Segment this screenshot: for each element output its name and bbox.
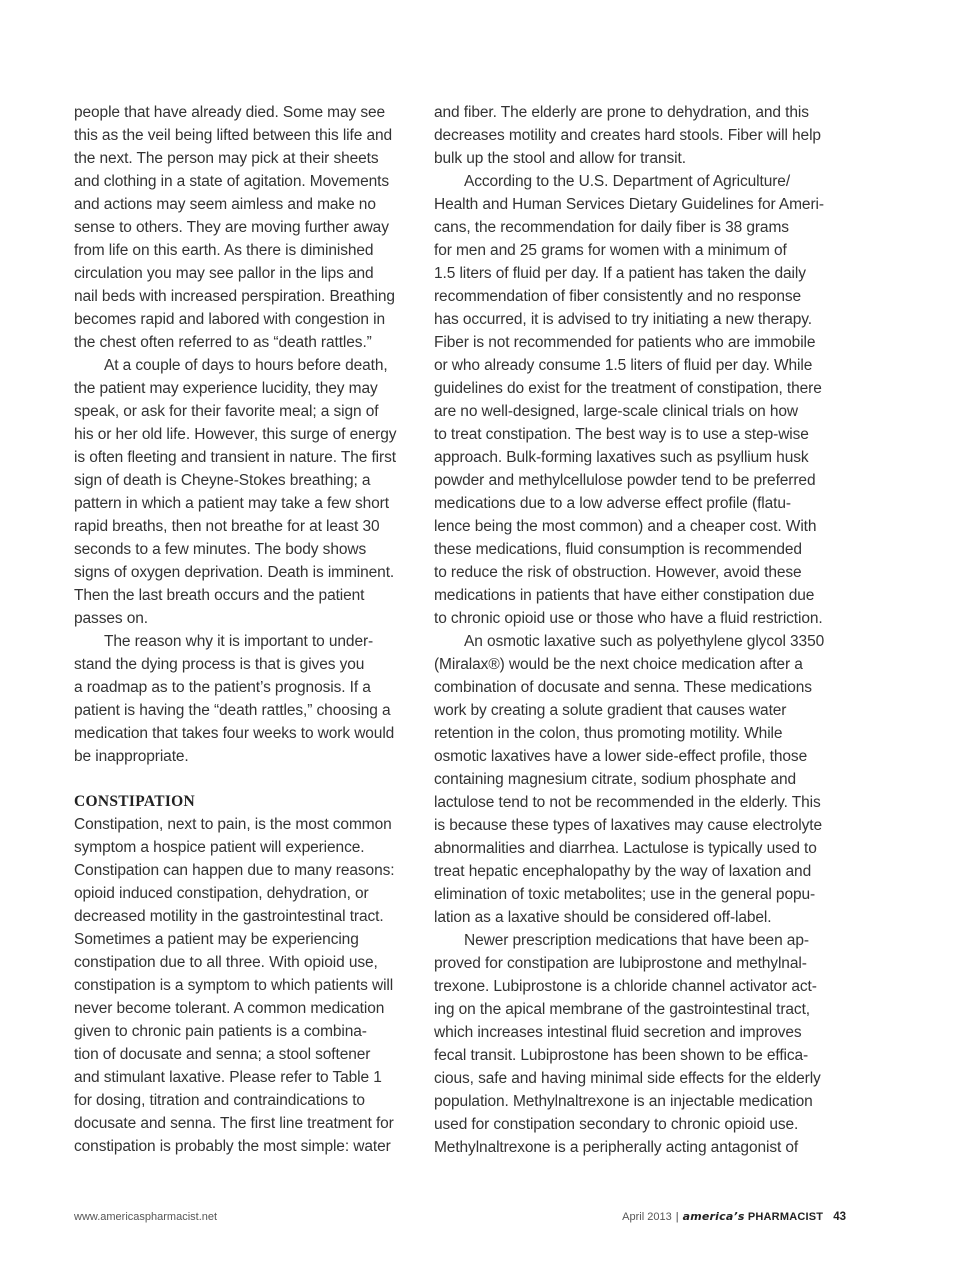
text-line: tion of docusate and senna; a stool softener [74, 1046, 371, 1063]
text-line: Constipation, next to pain, is the most common [74, 816, 392, 833]
text-line: to chronic opioid use or those who have a fluid restriction. [434, 610, 823, 627]
text-line: stand the dying process is that is gives you [74, 656, 365, 673]
text-line: and fiber. The elderly are prone to dehydration, and this [434, 104, 809, 121]
text-line: elimination of toxic metabolites; use in the general popu- [434, 886, 816, 903]
text-line: circulation you may see pallor in the lips and [74, 265, 374, 282]
text-line: Constipation can happen due to many reasons: [74, 862, 395, 879]
text-line: combination of docusate and senna. These medications [434, 679, 812, 696]
text-line: constipation due to all three. With opioid use, [74, 954, 378, 971]
text-line: proved for constipation are lubiprostone and methylnal- [434, 955, 807, 972]
text-line: 1.5 liters of fluid per day. If a patient has taken the daily [434, 265, 806, 282]
text-line: decreased motility in the gastrointestinal tract. [74, 908, 384, 925]
text-line: to treat constipation. The best way is to use a step-wise [434, 426, 809, 443]
text-line: his or her old life. However, this surge of energy [74, 426, 397, 443]
text-line: population. Methylnaltrexone is an injectable medication [434, 1093, 813, 1110]
text-line: abnormalities and diarrhea. Lactulose is typically used to [434, 840, 817, 857]
page-number: 43 [833, 1211, 846, 1223]
right-column [434, 101, 846, 1159]
text-line: An osmotic laxative such as polyethylene glycol 3350 [464, 633, 825, 650]
text-line: people that have already died. Some may see [74, 104, 386, 121]
text-line: treat hepatic encephalopathy by the way of laxation and [434, 863, 812, 880]
footer-website[interactable]: www.americaspharmacist.net [74, 1211, 218, 1223]
footer-separator: | [675, 1211, 679, 1223]
text-line: According to the U.S. Department of Agriculture/ [464, 173, 791, 190]
text-line: fecal transit. Lubiprostone has been shown to be effica- [434, 1047, 809, 1064]
text-line: Then the last breath occurs and the patient [74, 587, 365, 604]
left-column [74, 101, 416, 1158]
text-line: the chest often referred to as “death rattles.” [74, 334, 372, 351]
paragraph-gap [74, 768, 416, 790]
text-line: sign of death is Cheyne-Stokes breathing; a [74, 472, 371, 489]
text-line: symptom a hospice patient will experience. [74, 839, 365, 856]
text-line: recommendation of fiber consistently and no response [434, 288, 802, 305]
text-line: medications due to a low adverse effect profile (flatu- [434, 495, 791, 512]
text-line: which increases intestinal fluid secretion and improves [434, 1024, 802, 1041]
text-line: medication that takes four weeks to work would [74, 725, 395, 742]
text-line: lactulose tend to not be recommended in the elderly. This [434, 794, 821, 811]
text-line: bulk up the stool and allow for transit. [434, 150, 686, 167]
text-line: are no well-designed, large-scale clinical trials on how [434, 403, 799, 420]
text-line: pattern in which a patient may take a few short [74, 495, 389, 512]
text-line: passes on. [74, 610, 148, 627]
text-line: guidelines do exist for the treatment of constipation, there [434, 380, 822, 397]
text-line: be inappropriate. [74, 748, 189, 765]
text-line: signs of oxygen deprivation. Death is imminent. [74, 564, 395, 581]
text-line: and actions may seem aimless and make no [74, 196, 376, 213]
text-line: Fiber is not recommended for patients who are immobile [434, 334, 816, 351]
text-line: speak, or ask for their favorite meal; a sign of [74, 403, 379, 420]
text-line: Methylnaltrexone is a peripherally acting antagonist of [434, 1139, 799, 1156]
text-line: never become tolerant. A common medication [74, 1000, 385, 1017]
text-line: these medications, fluid consumption is recommended [434, 541, 802, 558]
text-line: from life on this earth. As there is diminished [74, 242, 374, 259]
text-line: becomes rapid and labored with congestion in [74, 311, 385, 328]
text-line: and clothing in a state of agitation. Movements [74, 173, 389, 190]
text-line: (Miralax®) would be the next choice medication after a [434, 656, 803, 673]
text-line: powder and methylcellulose powder tend to be preferred [434, 472, 816, 489]
text-line: Sometimes a patient may be experiencing [74, 931, 359, 948]
text-line: used for constipation secondary to chronic opioid use. [434, 1116, 799, 1133]
text-line: constipation is a symptom to which patients will [74, 977, 394, 994]
text-line: is because these types of laxatives may cause electrolyte [434, 817, 823, 834]
text-line: cans, the recommendation for daily fiber is 38 grams [434, 219, 789, 236]
text-line: opioid induced constipation, dehydration, or [74, 885, 369, 902]
text-line: or who already consume 1.5 liters of fluid per day. While [434, 357, 813, 374]
text-line: to reduce the risk of obstruction. However, avoid these [434, 564, 802, 581]
text-line: retention in the colon, thus promoting motility. While [434, 725, 783, 742]
text-line: patient is having the “death rattles,” choosing a [74, 702, 391, 719]
text-line: the patient may experience lucidity, they may [74, 380, 378, 397]
text-line: constipation is probably the most simple: water [74, 1138, 391, 1155]
footer-publication-info [622, 1210, 846, 1224]
text-line: work by creating a solute gradient that causes water [434, 702, 787, 719]
text-line: rapid breaths, then not breathe for at least 30 [74, 518, 380, 535]
text-line: seconds to a few minutes. The body shows [74, 541, 367, 558]
text-line: ing on the apical membrane of the gastrointestinal tract, [434, 1001, 810, 1018]
text-line: The reason why it is important to under- [104, 633, 374, 650]
brand-name-lower: america’s [682, 1210, 745, 1223]
text-line: lation as a laxative should be considered off-label. [434, 909, 772, 926]
text-line: sense to others. They are moving further away [74, 219, 389, 236]
text-line: lence being the most common) and a cheaper cost. With [434, 518, 817, 535]
brand-name-upper: PHARMACIST [747, 1211, 824, 1223]
text-line: Newer prescription medications that have been ap- [464, 932, 809, 949]
text-line: osmotic laxatives have a lower side-effect profile, those [434, 748, 808, 765]
magazine-brand [683, 1210, 824, 1224]
text-line: has occurred, it is advised to try initiating a new therapy. [434, 311, 812, 328]
text-line: At a couple of days to hours before death, [104, 357, 388, 374]
text-line: medications in patients that have either constipation due [434, 587, 815, 604]
text-line: docusate and senna. The first line treatment for [74, 1115, 394, 1132]
text-line: Health and Human Services Dietary Guidelines for Ameri- [434, 196, 824, 213]
text-line: decreases motility and creates hard stools. Fiber will help [434, 127, 821, 144]
text-line: for men and 25 grams for women with a minimum of [434, 242, 787, 259]
text-line: this as the veil being lifted between this life and [74, 127, 393, 144]
footer-date: April 2013 [622, 1211, 672, 1223]
text-line: a roadmap as to the patient’s prognosis. If a [74, 679, 371, 696]
text-line: nail beds with increased perspiration. Breathing [74, 288, 395, 305]
text-line: containing magnesium citrate, sodium phosphate and [434, 771, 797, 788]
text-line: given to chronic pain patients is a combina- [74, 1023, 367, 1040]
text-line: trexone. Lubiprostone is a chloride channel activator act- [434, 978, 817, 995]
section-heading: CONSTIPATION [74, 793, 196, 810]
text-line: cious, safe and having minimal side effects for the elderly [434, 1070, 821, 1087]
text-line: is often fleeting and transient in nature. The first [74, 449, 396, 466]
text-line: and stimulant laxative. Please refer to Table 1 [74, 1069, 382, 1086]
text-line: the next. The person may pick at their sheets [74, 150, 379, 167]
text-line: for dosing, titration and contraindications to [74, 1092, 365, 1109]
text-line: approach. Bulk-forming laxatives such as psyllium husk [434, 449, 809, 466]
